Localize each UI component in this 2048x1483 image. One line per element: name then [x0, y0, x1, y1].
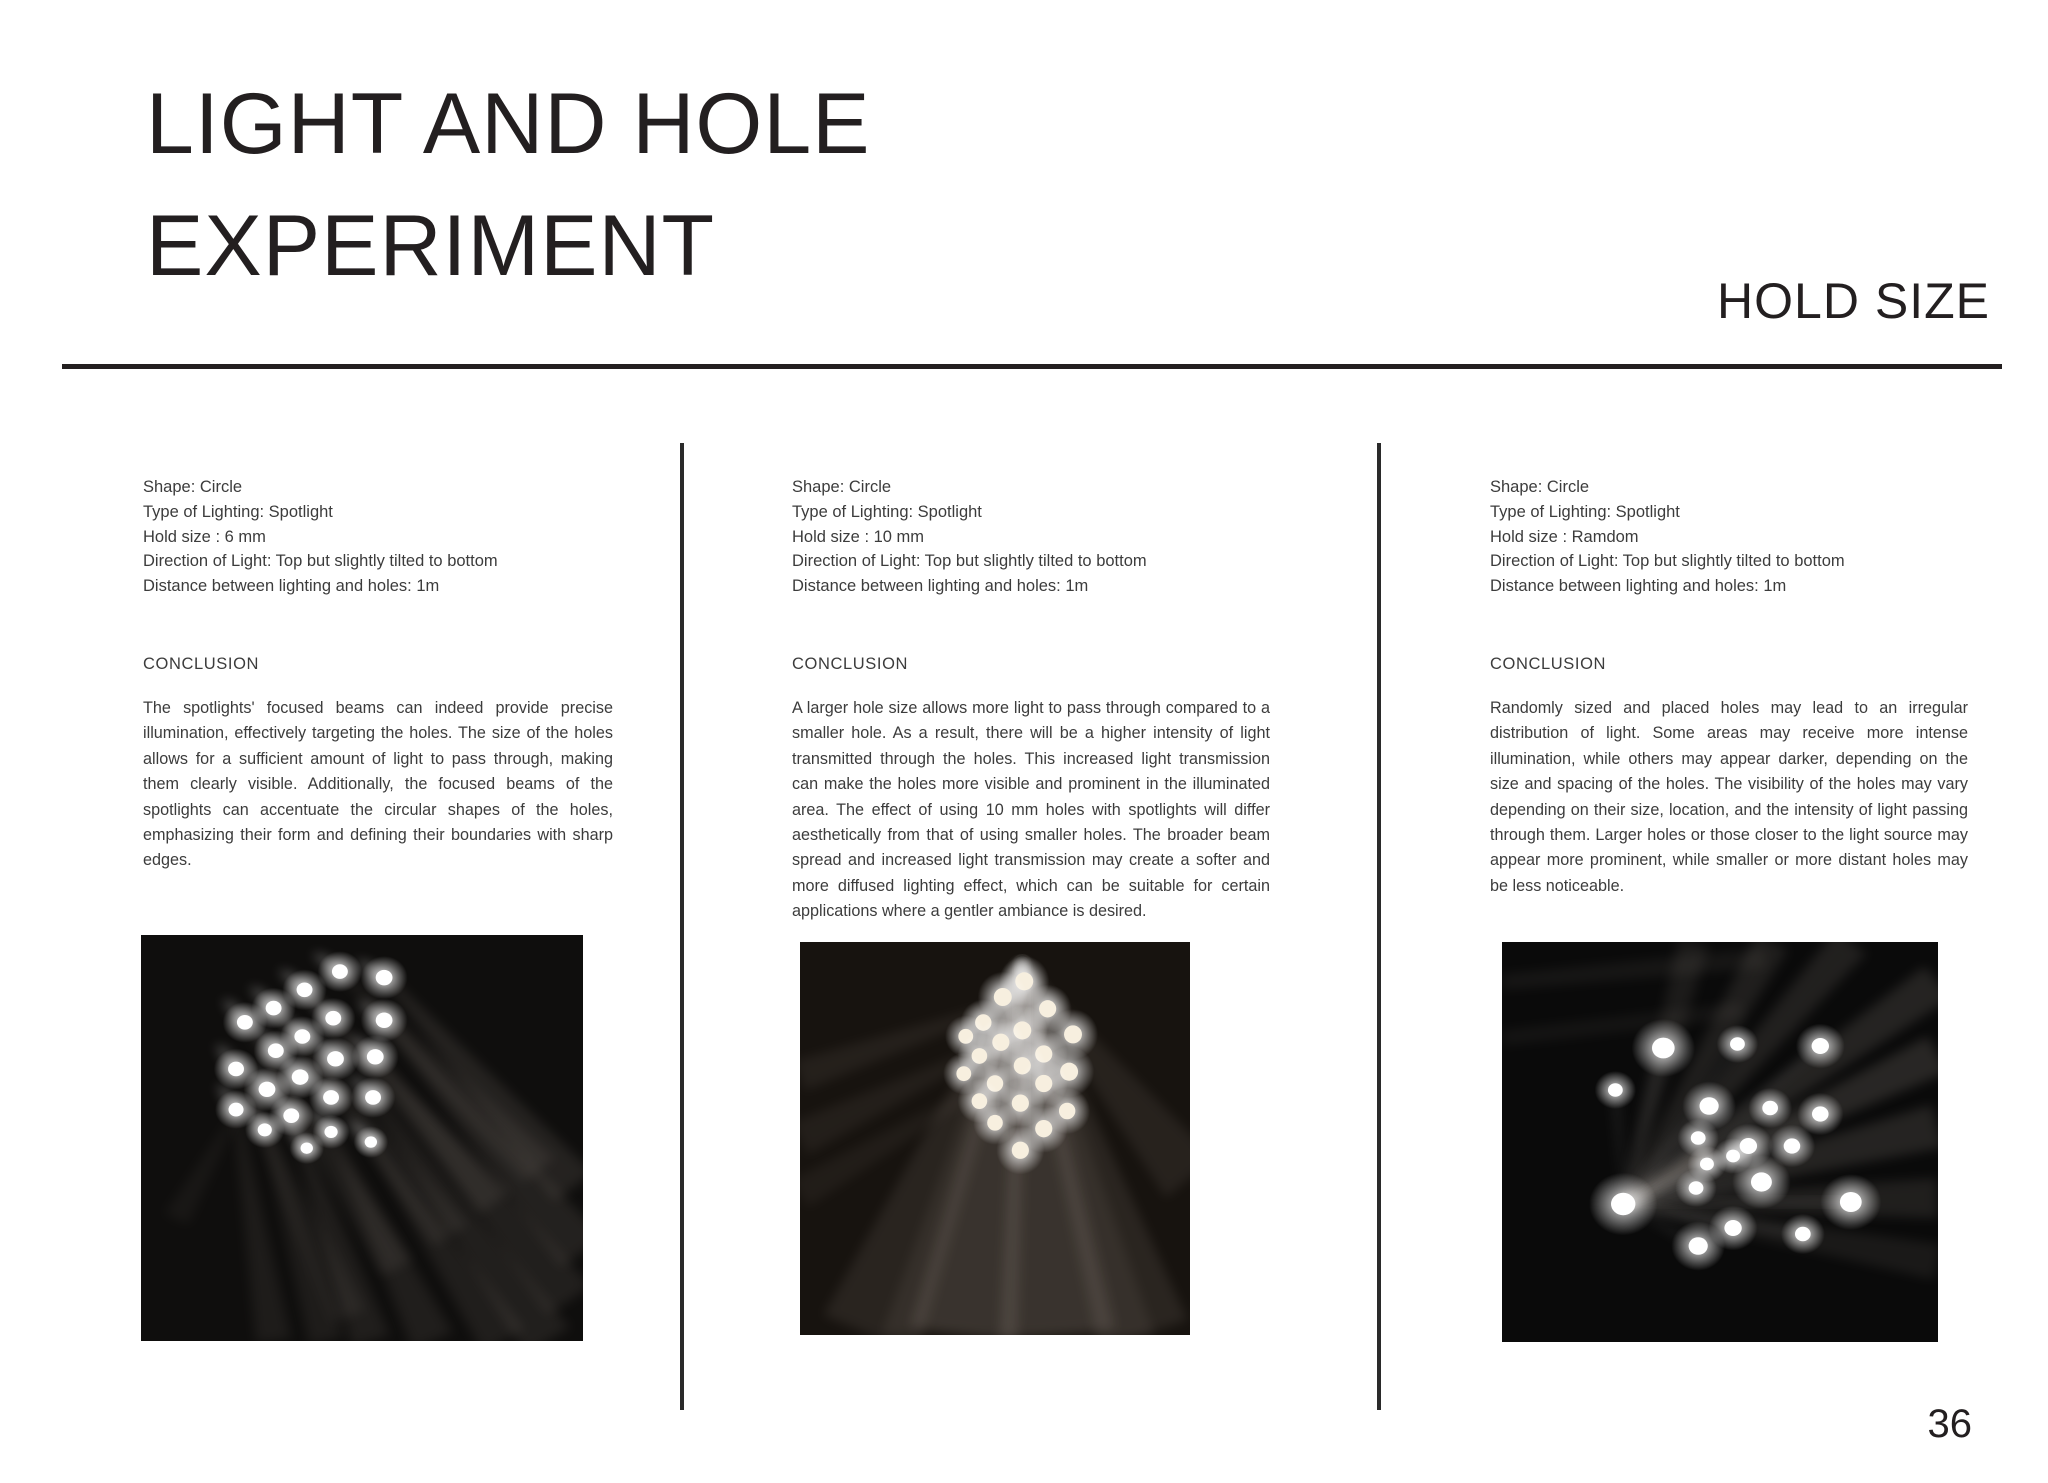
spec-line-shape: Shape: Circle: [143, 478, 243, 496]
experiment-photo-6mm-holes: [141, 935, 583, 1341]
conclusion-heading: CONCLUSION: [143, 654, 260, 673]
column-divider-right: [1377, 443, 1381, 1410]
page-title-line1: LIGHT AND HOLE: [146, 76, 871, 172]
experiment-column-10mm: [792, 443, 1270, 925]
spec-list: [1490, 475, 1968, 599]
experiment-column-random: [1490, 443, 1968, 899]
spec-line-hold-size: Hold size : 6 mm: [143, 527, 266, 546]
spec-line-shape: Shape: Circle: [792, 478, 892, 496]
spec-line-shape: Shape: Circle: [1490, 478, 1590, 496]
page-title-line2: EXPERIMENT: [146, 198, 716, 294]
spec-line-hold-size: Hold size : 10 mm: [792, 527, 925, 546]
spec-line-lighting-type: Type of Lighting: Spotlight: [143, 502, 333, 521]
spec-list: [792, 475, 1270, 599]
spec-list: [143, 475, 613, 599]
spec-line-hold-size: Hold size : Ramdom: [1490, 527, 1639, 546]
spec-line-lighting-type: Type of Lighting: Spotlight: [792, 502, 982, 521]
conclusion-text: A larger hole size allows more light to pass through compared to a smaller hole. As a result, there will be a higher intensity of light transmitted through the holes. This increased light transmission can make the holes more visible and prominent in the illuminated area. The effect of using 10 mm holes with spotlights will differ aesthetically from that of using smaller holes. The broader beam spread and increased light transmission may create a softer and more diffused lighting effect, which can be suitable for certain applications where a gentler ambiance is desired.: [792, 698, 1270, 921]
spec-line-direction: Direction of Light: Top but slightly tilted to bottom: [1490, 552, 1845, 571]
conclusion-text: The spotlights' focused beams can indeed provide precise illumination, effectively targeting the holes. The size of the holes allows for a sufficient amount of light to pass through, making them clearly visible. Additionally, the focused beams of the spotlights can accentuate the circular shapes of the holes, emphasizing their form and defining their boundaries with sharp edges.: [143, 698, 613, 870]
conclusion-heading: CONCLUSION: [792, 654, 909, 673]
experiment-column-6mm: [143, 443, 613, 874]
spec-line-direction: Direction of Light: Top but slightly tilted to bottom: [143, 552, 498, 571]
spec-line-distance: Distance between lighting and holes: 1m: [1490, 577, 1787, 596]
section-subtitle: HOLD SIZE: [1717, 273, 1990, 329]
spec-line-distance: Distance between lighting and holes: 1m: [143, 577, 440, 596]
experiment-photo-random-holes: [1502, 942, 1938, 1342]
experiment-photo-10mm-holes: [800, 942, 1190, 1335]
header-divider-line: [62, 364, 2002, 369]
conclusion-heading: CONCLUSION: [1490, 654, 1607, 673]
spec-line-direction: Direction of Light: Top but slightly tilted to bottom: [792, 552, 1147, 571]
page-number: 36: [1927, 1402, 1972, 1446]
page-title: [146, 63, 871, 307]
spec-line-distance: Distance between lighting and holes: 1m: [792, 577, 1089, 596]
column-divider-left: [680, 443, 684, 1410]
spec-line-lighting-type: Type of Lighting: Spotlight: [1490, 502, 1680, 521]
conclusion-text: Randomly sized and placed holes may lead to an irregular distribution of light. Some areas may receive more intense illumination, while others may appear darker, depending on the size and spacing of the holes. The visibility of the holes may vary depending on their size, location, and the intensity of light passing through them. Larger holes or those closer to the light source may appear more prominent, while smaller or more distant holes may be less noticeable.: [1490, 698, 1968, 895]
